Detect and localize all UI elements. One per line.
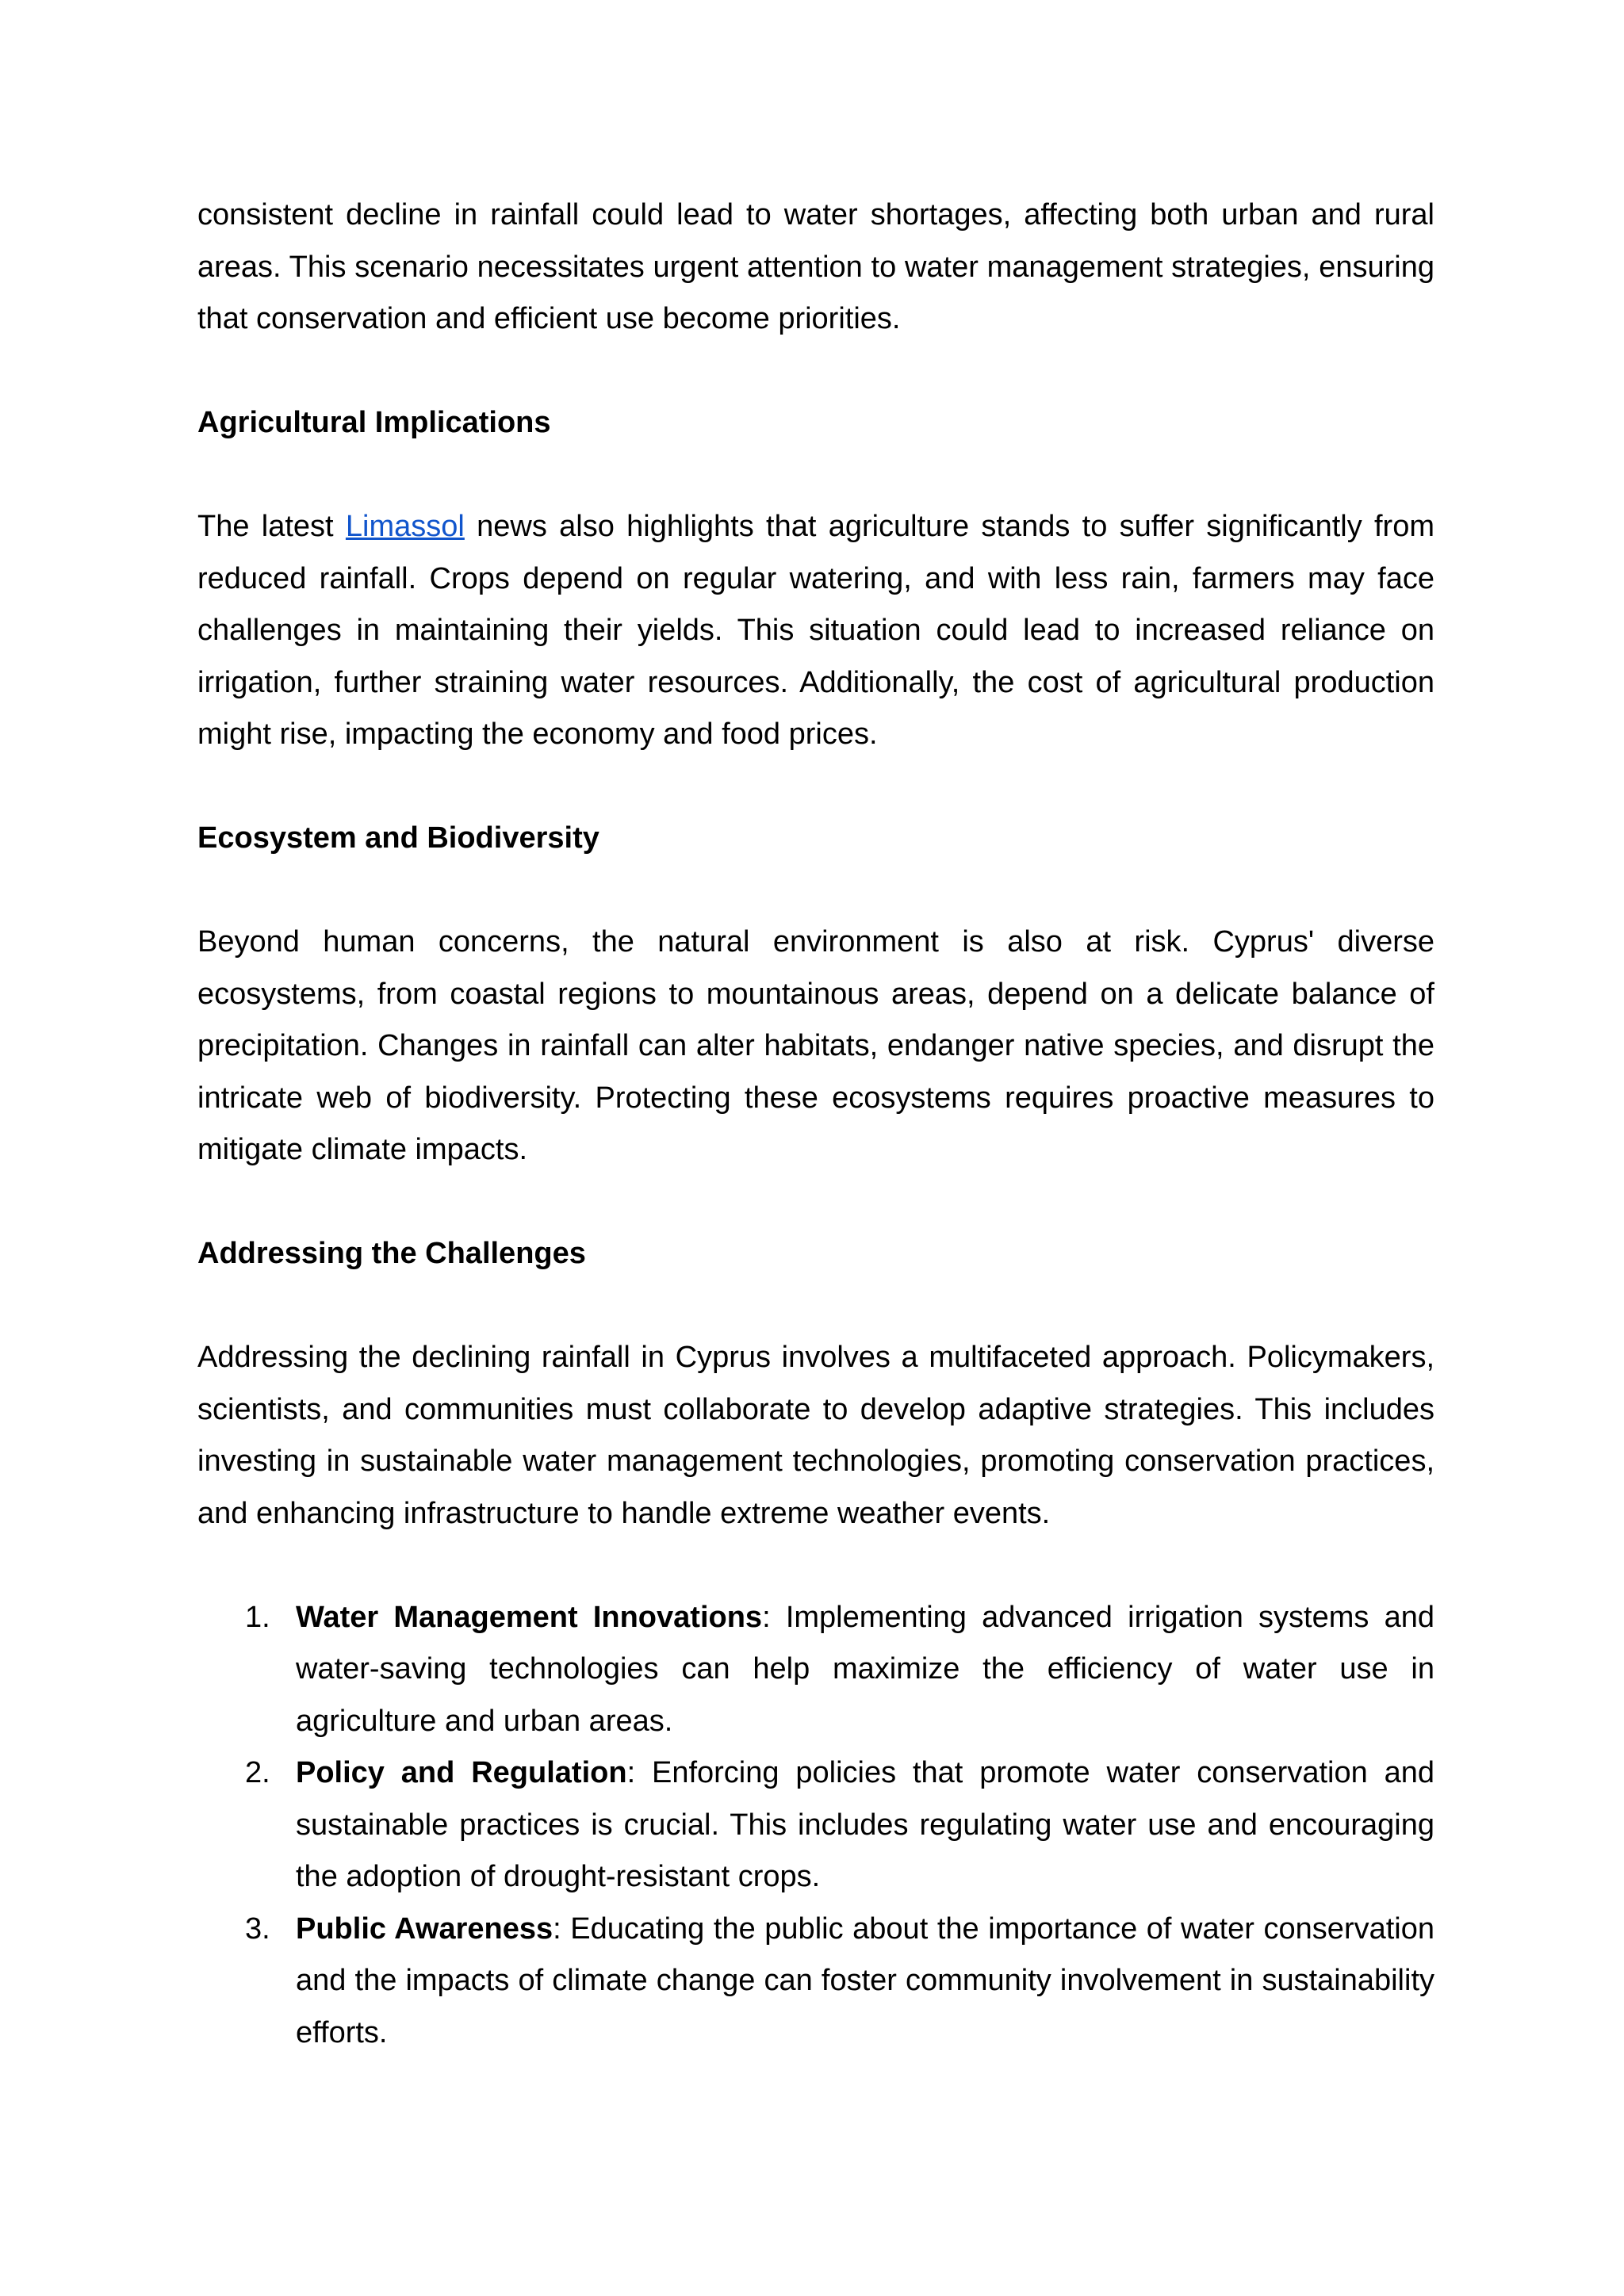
ecosystem-paragraph: Beyond human concerns, the natural environment is also at risk. Cyprus' diverse ecosystems, from coastal regions to mountainous areas, depend on a delicate balance of precipitation. Changes in rainfall can alter habitats, endanger native species, and disrupt the intricate web of biodiversity. Protecting these ecosystems requires proactive measures to mitigate climate impacts. [197, 925, 1434, 1166]
list-item-number: 3. [245, 1911, 270, 1946]
list-item-text: : Implementing advanced irrigation systems and water-saving technologies can help maximize the efficiency of water use in agriculture and urban areas. [296, 1600, 1434, 1738]
limassol-link[interactable]: Limassol [345, 510, 465, 543]
list-item-number: 2. [245, 1756, 270, 1789]
document-body [197, 189, 1434, 2059]
list-item [245, 1747, 1434, 1904]
heading-addressing-challenges: Addressing the Challenges [197, 1237, 586, 1270]
strategies-list [197, 1592, 1434, 2060]
challenges-paragraph: Addressing the declining rainfall in Cyprus involves a multifaceted approach. Policymakers, scientists, and communities must collaborate to develop adaptive strategies. This includes investing in sustainable water management technologies, promoting conservation practices, and enhancing infrastructure to handle extreme weather events. [197, 1341, 1434, 1530]
list-item-term: Public Awareness [296, 1911, 553, 1946]
list-item [245, 1592, 1434, 1748]
heading-ecosystem-biodiversity: Ecosystem and Biodiversity [197, 821, 599, 855]
list-item-text: : Educating the public about the importance of water conservation and the impacts of climate change can foster community involvement in sustainability efforts. [296, 1911, 1434, 2049]
agricultural-text-after: news also highlights that agriculture stands to suffer significantly from reduced rainfall. Crops depend on regular watering, and with less rain, farmers may face challenges in maintaining their yields. This situation could lead to increased reliance on irrigation, further straining water resources. Additionally, the cost of agricultural production might rise, impacting the economy and food prices. [197, 510, 1435, 751]
heading-agricultural-implications: Agricultural Implications [197, 406, 551, 439]
list-item-text: : Enforcing policies that promote water conservation and sustainable practices is crucial. This includes regulating water use and encouraging the adoption of drought-resistant crops. [296, 1756, 1434, 1893]
intro-paragraph: consistent decline in rainfall could lead to water shortages, affecting both urban and rural areas. This scenario necessitates urgent attention to water management strategies, ensuring that conservation and efficient use become priorities. [197, 198, 1434, 335]
list-item-number: 1. [245, 1600, 270, 1634]
list-item [245, 1904, 1434, 2060]
list-item-term: Policy and Regulation [296, 1756, 627, 1789]
list-item-term: Water Management Innovations [296, 1600, 763, 1634]
agricultural-text-before: The latest [197, 510, 346, 543]
agricultural-paragraph [197, 501, 1434, 761]
